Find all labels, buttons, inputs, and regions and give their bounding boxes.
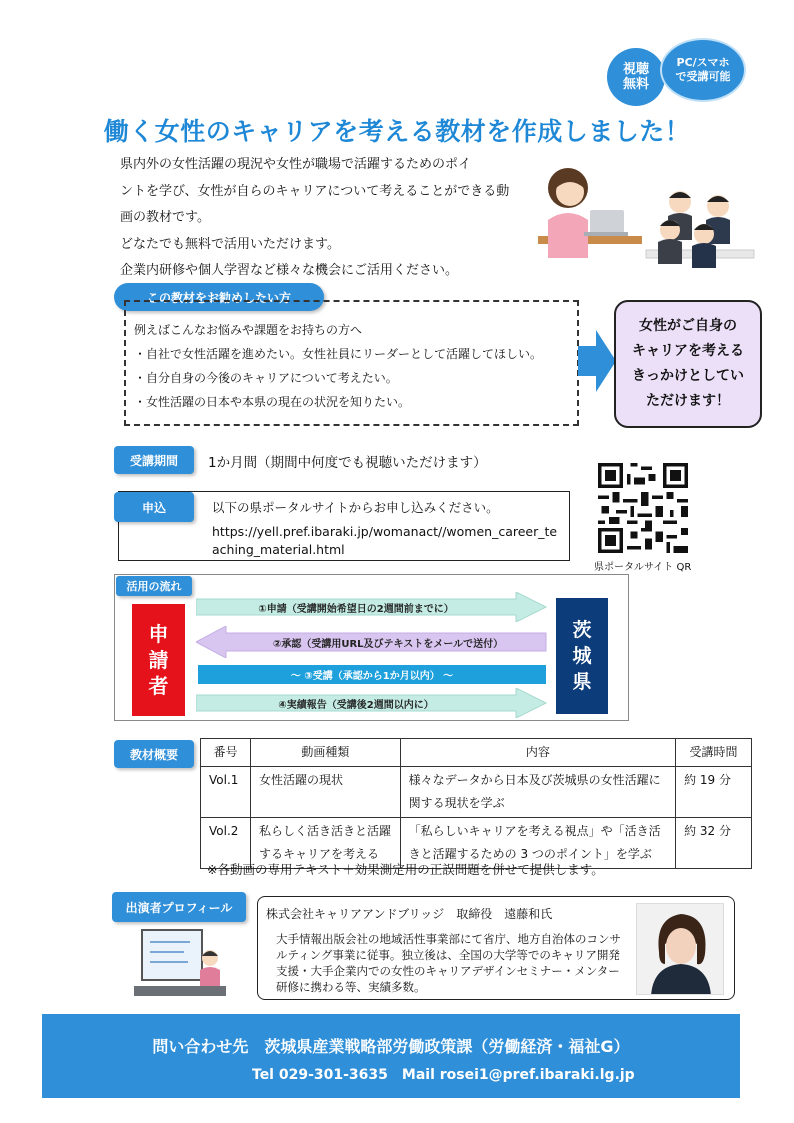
presenter-photo — [636, 903, 724, 995]
recommend-item: ・自分自身の今後のキャリアについて考えたい。 — [134, 371, 398, 385]
qr-label: 県ポータルサイト QR — [594, 562, 692, 573]
result-box — [614, 300, 762, 428]
intro-line: ントを学び、女性が自らのキャリアについて考えることができる動 — [120, 183, 510, 199]
prefecture-text: 茨 城 県 — [572, 619, 592, 693]
flow-step-2: ②承認（受講用URL及びテキストをメールで送付） — [272, 638, 504, 650]
flow-step-3: ～ ③受講（承認から1か月以内） ～ — [198, 665, 546, 684]
flow-step-1: ①申請（受講開始希望日の2週間前までに） — [258, 603, 454, 615]
contact-line-1: 問い合わせ先 茨城県産業戦略部労働政策課（労働経済・福祉G） — [152, 1037, 630, 1056]
right-arrow-icon — [578, 330, 616, 392]
cell-type: 女性活躍の現状 — [250, 767, 400, 818]
profile-label: 出演者プロフィール — [112, 892, 246, 922]
apply-text: 以下の県ポータルサイトからお申し込みください。 — [212, 500, 499, 515]
table-header: 番号 — [201, 739, 251, 767]
qr-code[interactable] — [598, 463, 688, 553]
seminar-illustration — [640, 180, 760, 280]
intro-text — [120, 152, 530, 285]
recommend-item: ・女性活躍の日本や本県の現在の状況を知りたい。 — [134, 395, 411, 409]
cell-type: 私らしく活き活きと活躍するキャリアを考える — [250, 818, 400, 869]
table-row — [201, 767, 752, 818]
free-badge — [607, 48, 665, 106]
recommend-item: ・自社で女性活躍を進めたい。女性社員にリーダーとして活躍してほしい。 — [134, 347, 543, 361]
contact-line-2: Tel 029-301-3635 Mail rosei1@pref.ibaraki.lg.jp — [252, 1067, 635, 1083]
cell-time: 約 19 分 — [676, 767, 752, 818]
table-header: 受講時間 — [676, 739, 752, 767]
table-header-row — [201, 739, 752, 767]
applicant-box — [132, 604, 185, 716]
profile-text: 大手情報出版会社の地域活性事業部にて省庁、地方自治体のコンサルティング事業に従事。独立後は、全国の大学等でのキャリア開発支援・大手企業内での女性のキャリアデザインセミナー・メンター研修に携わる等、実績多数。 — [276, 932, 621, 994]
intro-line: 画の教材です。 — [120, 210, 210, 225]
intro-line: 企業内研修や個人学習など様々な機会にご活用ください。 — [120, 263, 459, 278]
table-header: 内容 — [400, 739, 675, 767]
materials-note: ※各動画の専用テキスト＋効果測定用の正誤問題を併せて提供します。 — [207, 862, 604, 877]
applicant-text: 申 請 者 — [148, 622, 169, 698]
flow-label: 活用の流れ — [116, 576, 192, 596]
intro-line: 県内外の女性活躍の現況や女性が職場で活躍するためのポイ — [120, 157, 472, 172]
flow-step-4: ④実績報告（受講後2週間以内に） — [278, 699, 434, 711]
profile-heading: 株式会社キャリアアンドブリッジ 取締役 遠藤和氏 — [266, 907, 553, 921]
table-header: 動画種類 — [250, 739, 400, 767]
apply-content — [212, 499, 562, 559]
portal-url-link[interactable]: https://yell.pref.ibaraki.jp/womanact//women_career_teaching_material.html — [212, 524, 558, 557]
contact-footer — [42, 1014, 740, 1098]
result-text: 女性がご自身の キャリアを考える きっかけとしてい ただけます！ — [632, 318, 744, 409]
cell-content: 様々なデータから日本及び茨城県の女性活躍に関する現状を学ぶ — [400, 767, 675, 818]
prefecture-box — [556, 598, 608, 714]
materials-table — [200, 738, 752, 869]
woman-laptop-illustration — [528, 158, 648, 258]
period-label: 受講期間 — [114, 446, 194, 474]
cell-time: 約 32 分 — [676, 818, 752, 869]
recommend-list — [134, 318, 542, 414]
recommend-label: この教材をお勧めしたい方 — [114, 283, 324, 311]
free-badge-text: 視聴 無料 — [622, 62, 649, 92]
cell-no: Vol.1 — [201, 767, 251, 818]
apply-label: 申込 — [114, 492, 194, 522]
recommend-item: 例えばこんなお悩みや課題をお持ちの方へ — [134, 323, 363, 337]
cell-content: 「私らしいキャリアを考える視点」や「活き活きと活躍するための 3 つのポイント」を学ぶ — [400, 818, 675, 869]
presenter-portrait — [637, 904, 724, 995]
page-title: 働く女性のキャリアを考える教材を作成しました！ — [103, 117, 691, 146]
lecturer-illustration — [134, 928, 226, 1000]
period-text: 1か月間（期間中何度でも視聴いただけます） — [208, 455, 487, 471]
intro-line: どなたでも無料で活用いただけます。 — [120, 236, 340, 252]
device-badge — [660, 38, 746, 102]
materials-label: 教材概要 — [114, 740, 194, 768]
cell-no: Vol.2 — [201, 818, 251, 869]
device-badge-text: PC/スマホ で受講可能 — [675, 56, 731, 83]
